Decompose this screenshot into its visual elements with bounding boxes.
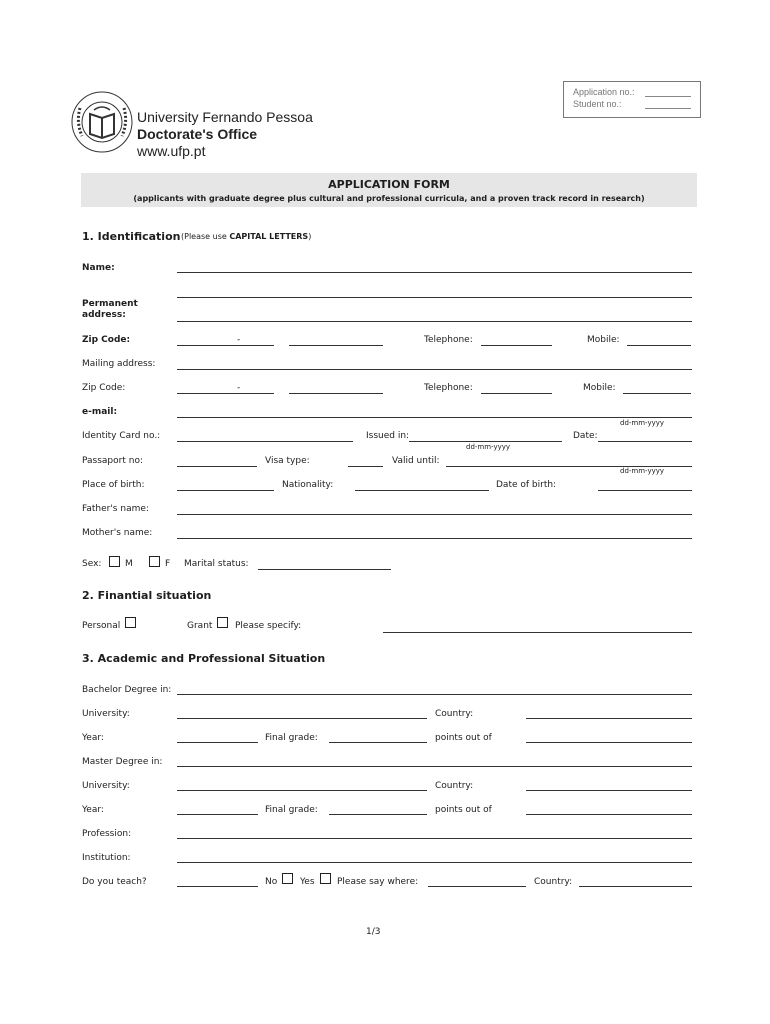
issued-in-field[interactable] [409, 441, 562, 442]
father-name-label: Father's name: [82, 504, 149, 514]
mailing-address-field[interactable] [177, 369, 692, 370]
name-field[interactable] [177, 272, 692, 273]
sex-female-checkbox[interactable] [149, 556, 160, 567]
email-label: e-mail: [82, 407, 118, 417]
bachelor-year-label: Year: [82, 733, 104, 743]
nationality-label: Nationality: [282, 480, 334, 490]
visa-type-label: Visa type: [265, 456, 310, 466]
bachelor-degree-field[interactable] [177, 694, 692, 695]
institution-field[interactable] [177, 862, 692, 863]
bachelor-country-field[interactable] [526, 718, 692, 719]
bachelor-final-grade-label: Final grade: [265, 733, 318, 743]
mother-name-label: Mother's name: [82, 528, 153, 538]
application-no-line[interactable] [645, 96, 691, 97]
mailing-address-label: Mailing address: [82, 359, 156, 369]
place-of-birth-label: Place of birth: [82, 480, 145, 490]
visa-type-field[interactable] [348, 466, 383, 467]
profession-label: Profession: [82, 829, 132, 839]
email-field[interactable] [177, 417, 692, 418]
do-you-teach-field[interactable] [177, 886, 258, 887]
zip-dash-2: - [237, 383, 241, 393]
marital-status-field[interactable] [258, 569, 391, 570]
office-name: Doctorate's Office [137, 126, 258, 142]
date-of-birth-label: Date of birth: [496, 480, 557, 490]
section-financial-heading: 2. Finantial situation [82, 589, 212, 602]
sex-label: Sex: [82, 559, 102, 569]
teach-no-checkbox[interactable] [282, 873, 293, 884]
sex-male-checkbox[interactable] [109, 556, 120, 567]
master-university-label: University: [82, 781, 130, 791]
master-points-out-of-field[interactable] [526, 814, 692, 815]
master-degree-field[interactable] [177, 766, 692, 767]
bachelor-year-field[interactable] [177, 742, 258, 743]
section-identification-heading: 1. Identification [82, 230, 181, 243]
mobile-label-1: Mobile: [587, 335, 620, 345]
telephone-label-2: Telephone: [424, 383, 473, 393]
master-points-out-of-label: points out of [435, 805, 492, 815]
bachelor-degree-label: Bachelor Degree in: [82, 685, 172, 695]
zip-code-field-1b[interactable] [289, 345, 383, 346]
passport-label: Passaport no: [82, 456, 143, 466]
master-final-grade-label: Final grade: [265, 805, 318, 815]
zip-code-field-2a[interactable] [177, 393, 274, 394]
valid-until-label: Valid until: [392, 456, 440, 466]
teach-no-label: No [265, 877, 278, 887]
date-format-hint-3: dd-mm-yyyy [620, 467, 665, 475]
say-where-label: Please say where: [337, 877, 419, 887]
permanent-label: Permanent [82, 299, 138, 309]
section-academic-heading: 3. Academic and Professional Situation [82, 652, 326, 665]
telephone-field-1[interactable] [481, 345, 552, 346]
nationality-field[interactable] [355, 490, 489, 491]
sex-female-label: F [165, 559, 171, 569]
telephone-field-2[interactable] [481, 393, 552, 394]
note-prefix: (Please use [181, 232, 230, 241]
id-date-label: Date: [573, 431, 598, 441]
master-degree-label: Master Degree in: [82, 757, 163, 767]
application-no-label: Application no.: [573, 87, 635, 97]
bachelor-country-label: Country: [435, 709, 474, 719]
form-subtitle: (applicants with graduate degree plus cultural and professional curricula, and a proven track record in research) [133, 194, 645, 203]
note-suffix: ) [308, 232, 312, 241]
teach-yes-label: Yes [300, 877, 315, 887]
telephone-label-1: Telephone: [424, 335, 473, 345]
note-bold: CAPITAL LETTERS [229, 232, 309, 241]
passport-field[interactable] [177, 466, 257, 467]
zip-code-label-2: Zip Code: [82, 383, 126, 393]
identity-card-label: Identity Card no.: [82, 431, 161, 441]
master-year-field[interactable] [177, 814, 258, 815]
form-title: APPLICATION FORM [328, 178, 450, 191]
master-country-field[interactable] [526, 790, 692, 791]
please-specify-field[interactable] [383, 632, 692, 633]
please-specify-label: Please specify: [235, 621, 302, 631]
teach-yes-checkbox[interactable] [320, 873, 331, 884]
address-label: address: [82, 310, 126, 320]
mobile-field-2[interactable] [623, 393, 691, 394]
university-name: University Fernando Pessoa [137, 109, 313, 125]
student-no-line[interactable] [645, 108, 691, 109]
bachelor-university-field[interactable] [177, 718, 427, 719]
master-year-label: Year: [82, 805, 104, 815]
date-of-birth-field[interactable] [598, 490, 692, 491]
grant-label: Grant [187, 621, 213, 631]
profession-field[interactable] [177, 838, 692, 839]
university-logo [70, 78, 134, 162]
issued-in-label: Issued in: [366, 431, 410, 441]
grant-checkbox[interactable] [217, 617, 228, 628]
student-no-label: Student no.: [573, 99, 622, 109]
institution-label: Institution: [82, 853, 131, 863]
mother-name-field[interactable] [177, 538, 692, 539]
do-you-teach-label: Do you teach? [82, 877, 147, 887]
permanent-address-field-1[interactable] [177, 297, 692, 298]
bachelor-points-out-of-field[interactable] [526, 742, 692, 743]
capital-letters-note [181, 232, 311, 241]
id-date-field[interactable] [598, 441, 692, 442]
zip-code-field-2b[interactable] [289, 393, 383, 394]
place-of-birth-field[interactable] [177, 490, 274, 491]
master-university-field[interactable] [177, 790, 427, 791]
mobile-label-2: Mobile: [583, 383, 616, 393]
teach-country-label: Country: [534, 877, 573, 887]
sex-male-label: M [125, 559, 133, 569]
say-where-field[interactable] [428, 886, 526, 887]
date-format-hint-1: dd-mm-yyyy [620, 419, 665, 427]
date-format-hint-2: dd-mm-yyyy [466, 443, 511, 451]
name-label: Name: [82, 263, 115, 273]
father-name-field[interactable] [177, 514, 692, 515]
identity-card-field[interactable] [177, 441, 353, 442]
page-number: 1/3 [366, 927, 381, 937]
zip-code-field-1a[interactable] [177, 345, 274, 346]
bachelor-points-out-of-label: points out of [435, 733, 492, 743]
master-country-label: Country: [435, 781, 474, 791]
permanent-address-field-2[interactable] [177, 321, 692, 322]
teach-country-field[interactable] [579, 886, 692, 887]
bachelor-university-label: University: [82, 709, 130, 719]
website: www.ufp.pt [137, 143, 206, 159]
mobile-field-1[interactable] [627, 345, 691, 346]
master-final-grade-field[interactable] [329, 814, 427, 815]
zip-dash-1: - [237, 335, 241, 345]
marital-status-label: Marital status: [184, 559, 249, 569]
personal-label: Personal [82, 621, 121, 631]
personal-checkbox[interactable] [125, 617, 136, 628]
bachelor-final-grade-field[interactable] [329, 742, 427, 743]
zip-code-label-1: Zip Code: [82, 335, 131, 345]
